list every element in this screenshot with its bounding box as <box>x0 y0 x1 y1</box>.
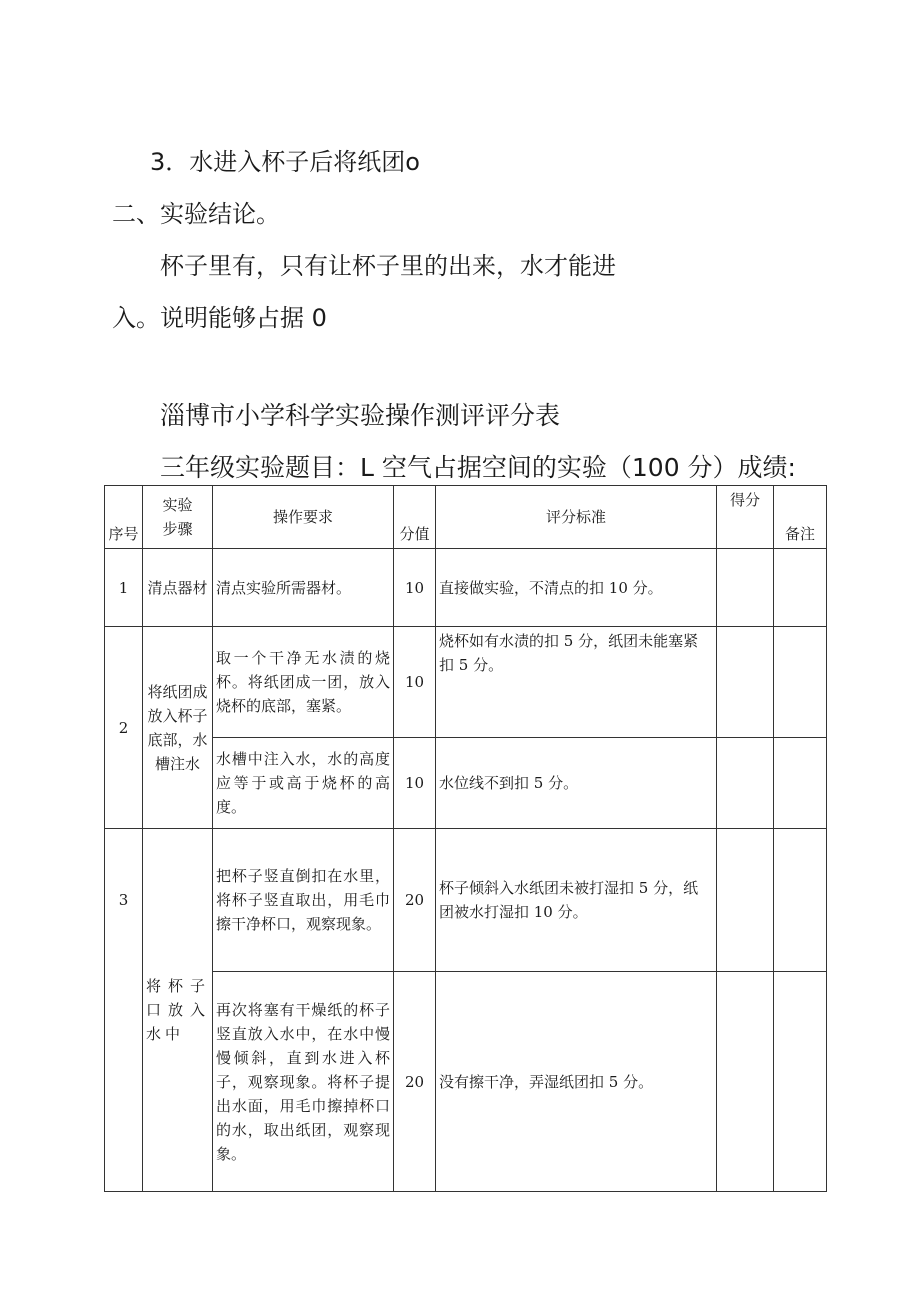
row-step: 清点器材 <box>143 549 213 627</box>
row-points: 10 <box>394 549 436 627</box>
form-title: 淄博市小学科学实验操作测评评分表 <box>160 401 561 430</box>
row-step: 将杯子口放入水中 <box>143 972 213 1192</box>
conclusion-line-1: 杯子里有，只有让杯子里的出来，水才能进 <box>160 252 616 280</box>
header-points: 分值 <box>394 486 436 549</box>
header-step-line-2: 步骤 <box>162 520 193 538</box>
row-requirement: 水槽中注入水，水的高度应等于或高于烧杯的高度。 <box>213 738 394 829</box>
row-criteria: 没有擦干净，弄湿纸团扣 5 分。 <box>436 972 717 1192</box>
row-score-cell[interactable] <box>717 738 774 829</box>
table-row <box>105 829 827 972</box>
row-requirement: 清点实验所需器材。 <box>213 549 394 627</box>
form-subtitle: 三年级实验题目：L 空气占据空间的实验（100 分）成绩: <box>160 453 796 482</box>
row-remark-cell[interactable] <box>774 829 827 972</box>
row-remark-cell[interactable] <box>774 549 827 627</box>
row-score-cell[interactable] <box>717 972 774 1192</box>
header-step <box>143 486 213 549</box>
table-header-row <box>105 486 827 549</box>
table-row <box>105 549 827 627</box>
header-score: 得分 <box>717 486 774 549</box>
step-3-text: 3．水进入杯子后将纸团o <box>150 148 420 176</box>
row-requirement: 把杯子竖直倒扣在水里，将杯子竖直取出，用毛巾擦干净杯口，观察现象。 <box>213 829 394 972</box>
header-seq: 序号 <box>105 486 143 549</box>
header-requirement: 操作要求 <box>213 486 394 549</box>
row-seq: 1 <box>105 549 143 627</box>
row-seq: 3 <box>105 829 143 972</box>
row-step: 将纸团成放入杯子底部，水槽注水 <box>143 627 213 829</box>
row-criteria: 直接做实验，不清点的扣 10 分。 <box>436 549 717 627</box>
row-points: 10 <box>394 738 436 829</box>
header-step-line-1: 实验 <box>162 496 193 514</box>
row-criteria: 杯子倾斜入水纸团未被打湿扣 5 分，纸团被水打湿扣 10 分。 <box>436 829 717 972</box>
row-seq-empty <box>105 972 143 1192</box>
table-row <box>105 738 827 829</box>
row-criteria: 水位线不到扣 5 分。 <box>436 738 717 829</box>
row-score-cell[interactable] <box>717 627 774 738</box>
row-criteria: 烧杯如有水渍的扣 5 分，纸团未能塞紧扣 5 分。 <box>436 627 717 738</box>
row-remark-cell[interactable] <box>774 627 827 738</box>
row-requirement: 取一个干净无水渍的烧杯。将纸团成一团，放入烧杯的底部，塞紧。 <box>213 627 394 738</box>
conclusion-heading: 二、实验结论。 <box>112 200 280 228</box>
table-row <box>105 627 827 738</box>
row-remark-cell[interactable] <box>774 972 827 1192</box>
header-remark: 备注 <box>774 486 827 549</box>
header-criteria: 评分标准 <box>436 486 717 549</box>
row-points: 20 <box>394 972 436 1192</box>
table-row <box>105 972 827 1192</box>
row-remark-cell[interactable] <box>774 738 827 829</box>
row-points: 20 <box>394 829 436 972</box>
row-requirement: 再次将塞有干燥纸的杯子竖直放入水中，在水中慢慢倾斜，直到水进入杯子，观察现象。将杯子提出水面，用毛巾擦掉杯口的水，取出纸团，观察现象。 <box>213 972 394 1192</box>
conclusion-line-2: 入。说明能够占据 0 <box>112 304 327 332</box>
row-seq: 2 <box>105 627 143 829</box>
row-score-cell[interactable] <box>717 829 774 972</box>
scoring-table <box>104 485 827 1192</box>
row-points: 10 <box>394 627 436 738</box>
row-step-empty <box>143 829 213 972</box>
row-score-cell[interactable] <box>717 549 774 627</box>
